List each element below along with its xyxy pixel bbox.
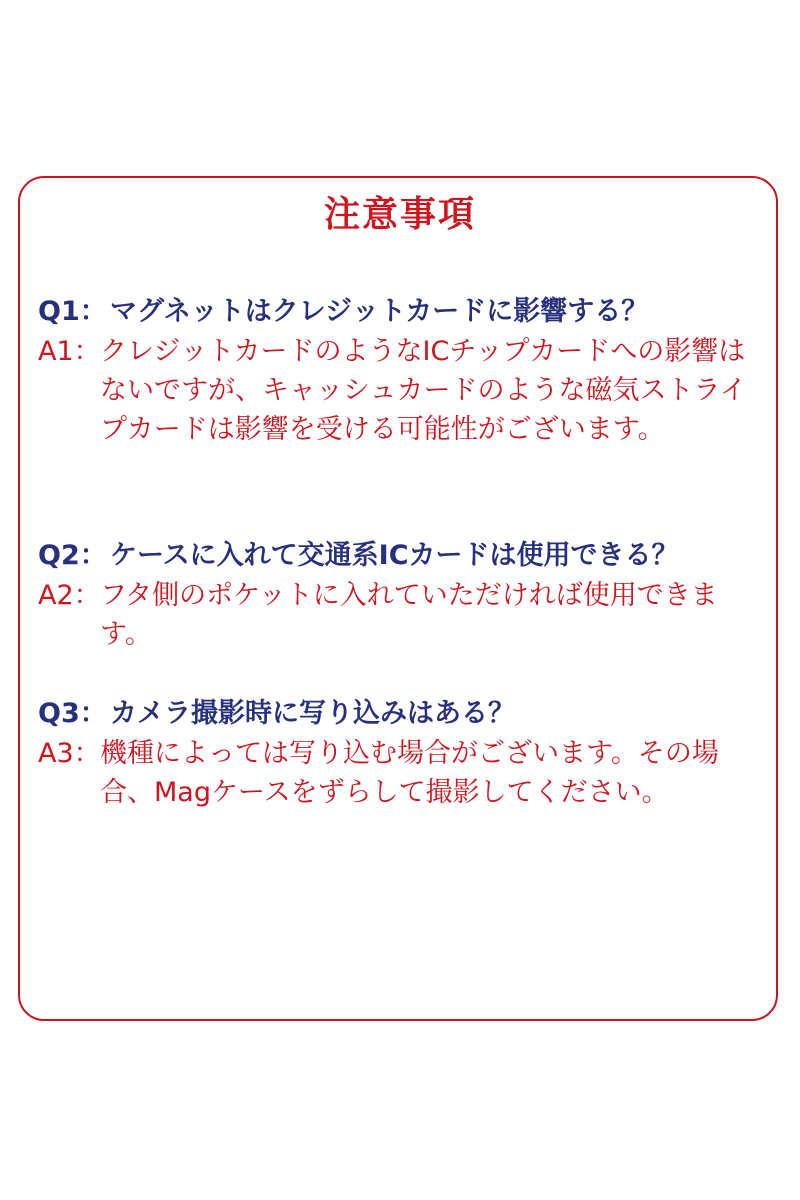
qa-item-2	[38, 536, 768, 654]
answer-1	[38, 332, 768, 449]
answer-text: クレジットカードのようなICチップカードへの影響はないですが、キャッシュカードのような磁気ストライプカードは影響を受ける可能性がございます。	[100, 336, 747, 445]
answer-tag: A3：	[38, 738, 101, 769]
question-tag: Q2：	[38, 540, 107, 571]
question-2	[38, 536, 768, 575]
question-1	[38, 292, 768, 331]
question-3	[38, 694, 768, 733]
qa-item-1	[38, 292, 768, 449]
question-text: カメラ撮影時に写り込みはある？	[110, 698, 515, 729]
answer-tag: A1：	[38, 336, 101, 367]
question-tag: Q3：	[38, 698, 107, 729]
answer-2	[38, 576, 768, 654]
answer-tag: A2：	[38, 580, 101, 611]
answer-3	[38, 734, 768, 812]
question-tag: Q1：	[38, 296, 107, 327]
answer-text: フタ側のポケットに入れていただければ使用できます。	[100, 580, 718, 650]
answer-text: 機種によっては写り込む場合がございます。その場合、Magケースをずらして撮影してください。	[100, 738, 719, 808]
question-text: マグネットはクレジットカードに影響する？	[110, 296, 649, 327]
qa-item-3	[38, 694, 768, 812]
notice-title: 注意事項	[323, 194, 476, 235]
question-text: ケースに入れて交通系ICカードは使用できる？	[110, 540, 679, 571]
